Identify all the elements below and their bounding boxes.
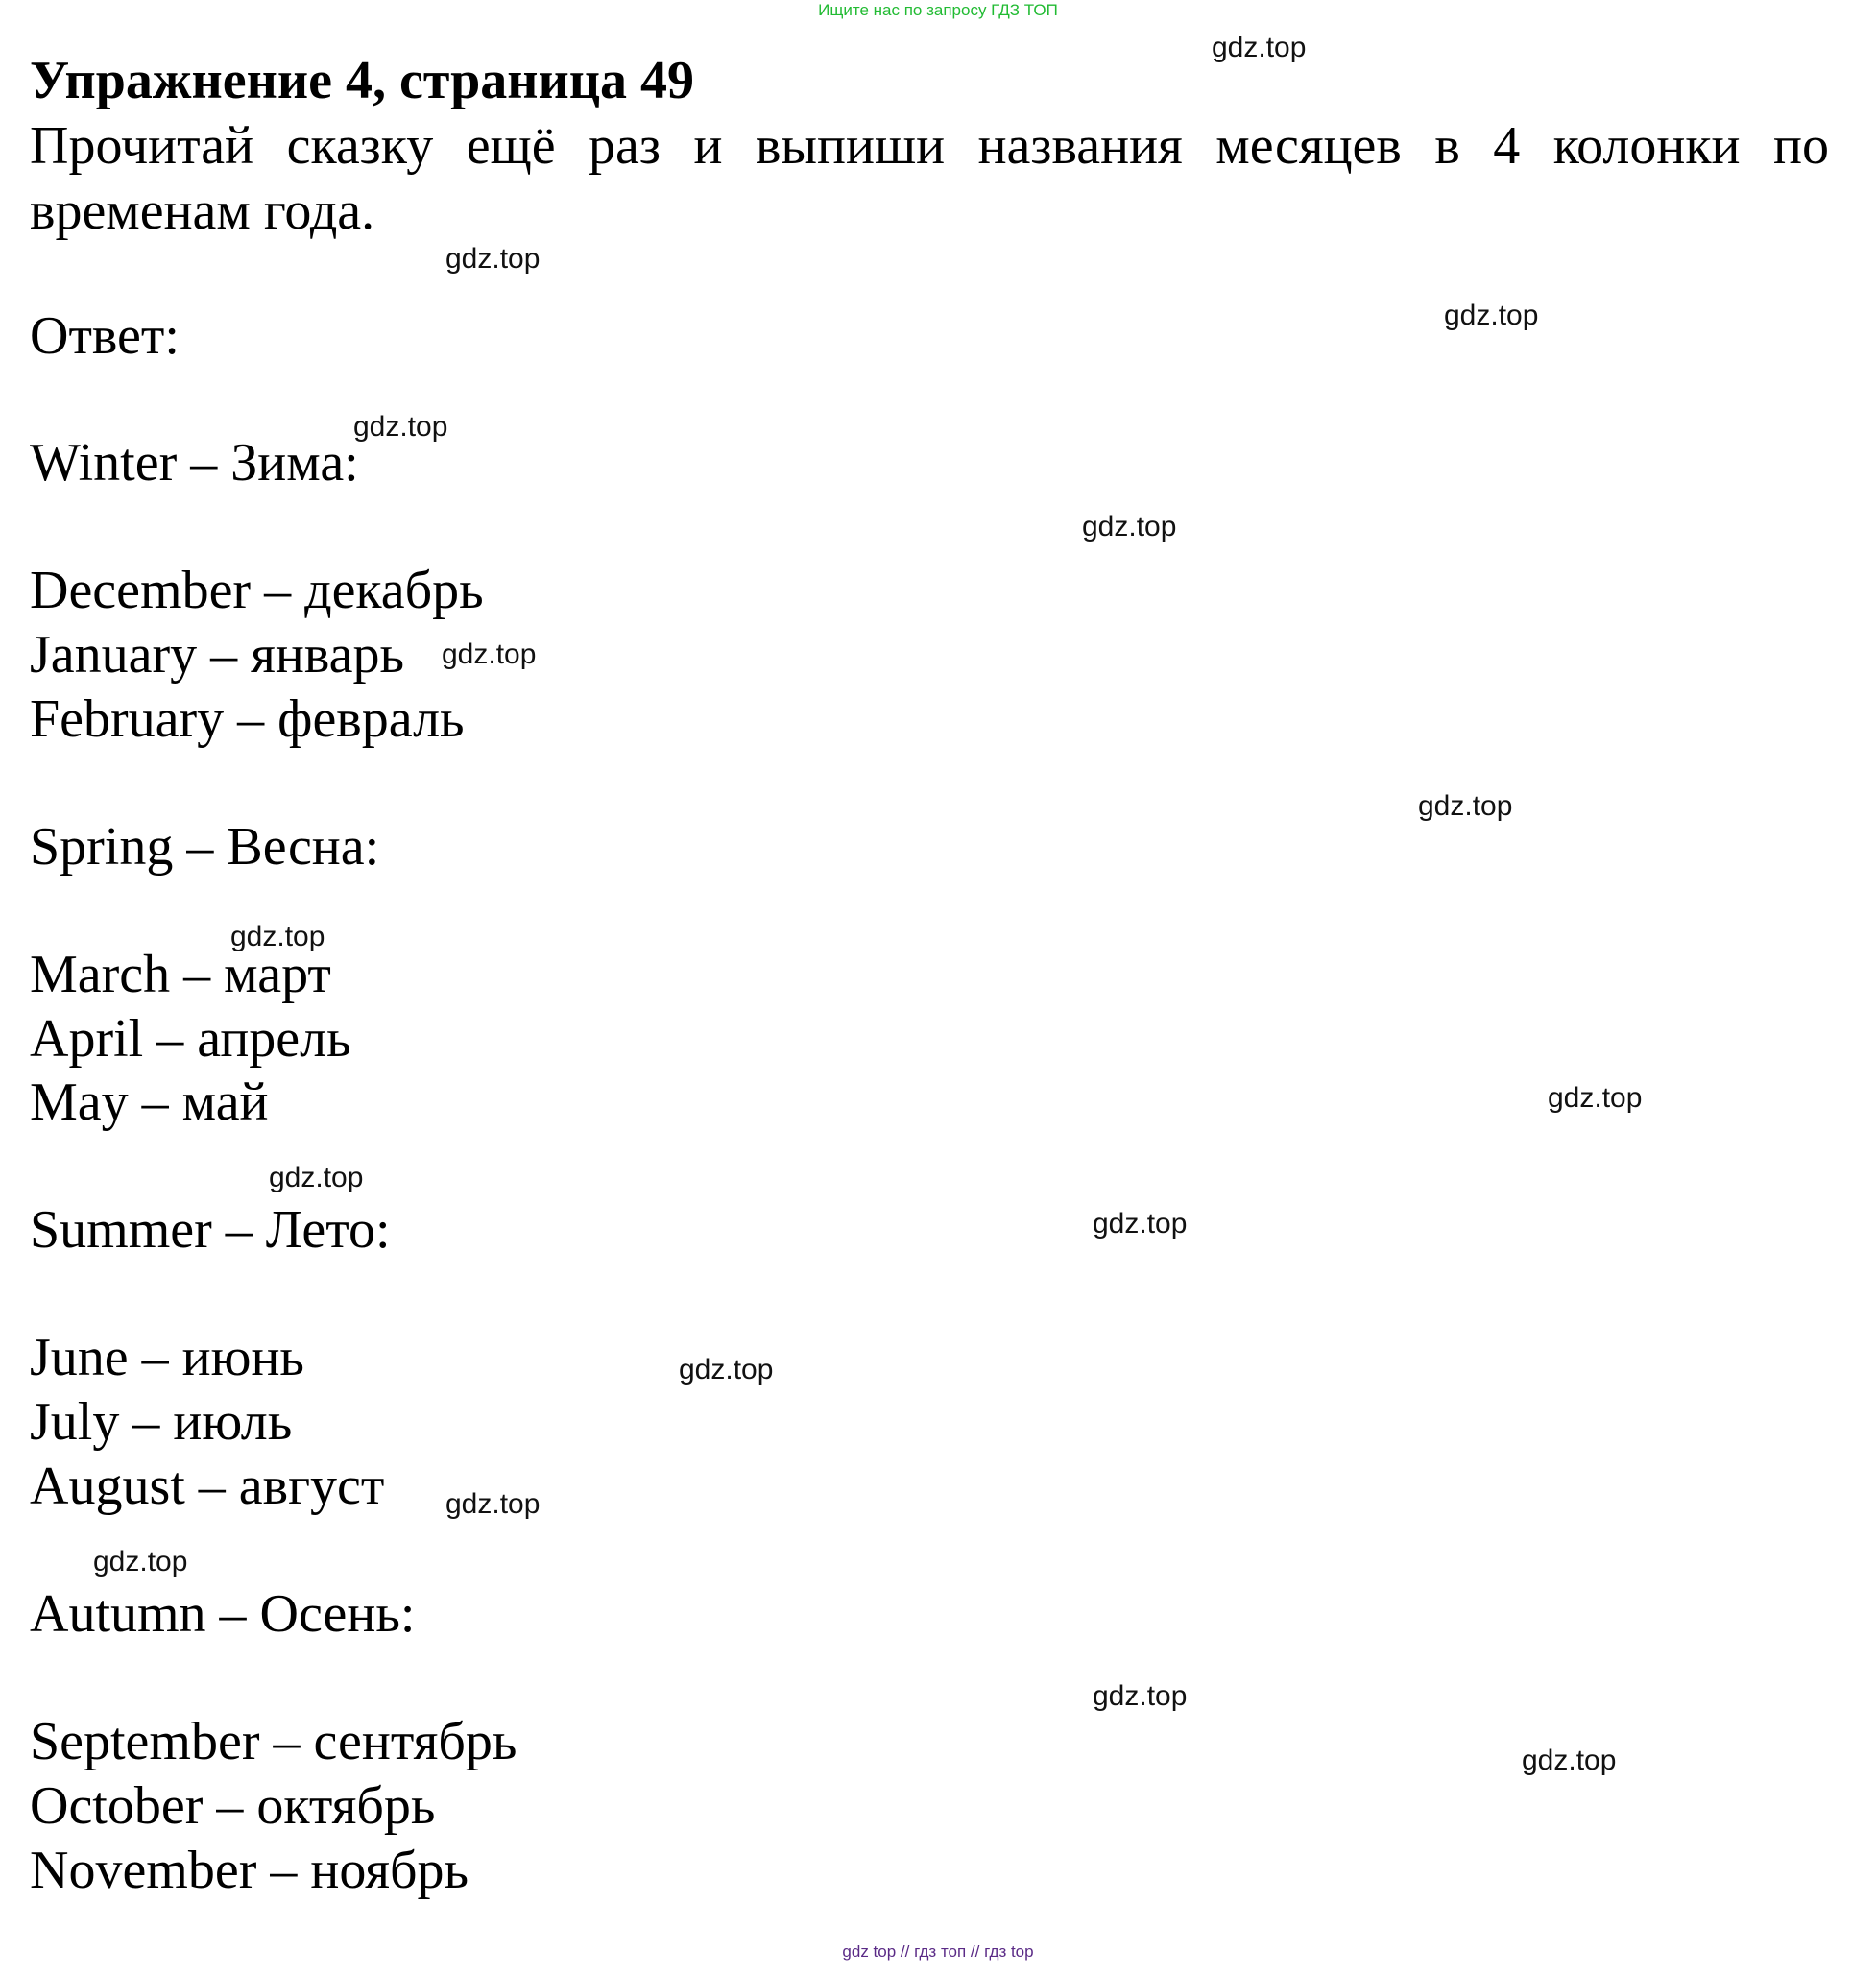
watermark: gdz.top xyxy=(445,1488,541,1520)
season-heading-autumn: Autumn – Осень: xyxy=(30,1584,416,1644)
month-item: November – ноябрь xyxy=(30,1841,469,1900)
month-item: July – июль xyxy=(30,1392,293,1452)
watermark: gdz.top xyxy=(1212,32,1307,63)
watermark: gdz.top xyxy=(230,921,325,952)
watermark: gdz.top xyxy=(93,1546,188,1578)
watermark: gdz.top xyxy=(1093,1680,1188,1712)
watermark: gdz.top xyxy=(269,1162,364,1193)
answer-label: Ответ: xyxy=(30,306,180,366)
month-item: September – сентябрь xyxy=(30,1712,517,1771)
watermark: gdz.top xyxy=(353,411,448,443)
watermark: gdz.top xyxy=(1093,1208,1188,1240)
watermark: gdz.top xyxy=(1082,511,1177,542)
season-heading-winter: Winter – Зима: xyxy=(30,433,359,493)
watermark: gdz.top xyxy=(1418,790,1513,822)
watermark: gdz.top xyxy=(1522,1745,1617,1776)
exercise-title: Упражнение 4, страница 49 xyxy=(30,51,695,110)
watermark: gdz.top xyxy=(445,243,541,275)
task-text: Прочитай сказку ещё раз и выпиши названия месяцев в 4 колонки по временам года. xyxy=(30,116,1829,241)
season-heading-spring: Spring – Весна: xyxy=(30,817,380,877)
month-item: April – апрель xyxy=(30,1009,351,1069)
month-item: June – июнь xyxy=(30,1328,304,1387)
month-item: August – август xyxy=(30,1457,385,1516)
watermark: gdz.top xyxy=(679,1354,774,1385)
month-item: December – декабрь xyxy=(30,561,484,620)
month-item: March – март xyxy=(30,945,331,1004)
season-heading-summer: Summer – Лето: xyxy=(30,1200,391,1260)
month-item: October – октябрь xyxy=(30,1776,436,1836)
month-item: January – январь xyxy=(30,625,404,685)
month-item: February – февраль xyxy=(30,689,465,749)
month-item: May – май xyxy=(30,1072,269,1132)
top-banner: Ищите нас по запросу ГДЗ ТОП xyxy=(818,1,1058,19)
watermark: gdz.top xyxy=(1444,300,1539,331)
footer: gdz top // гдз топ // гдз top xyxy=(842,1942,1034,1961)
watermark: gdz.top xyxy=(442,638,537,670)
watermark: gdz.top xyxy=(1548,1082,1643,1114)
